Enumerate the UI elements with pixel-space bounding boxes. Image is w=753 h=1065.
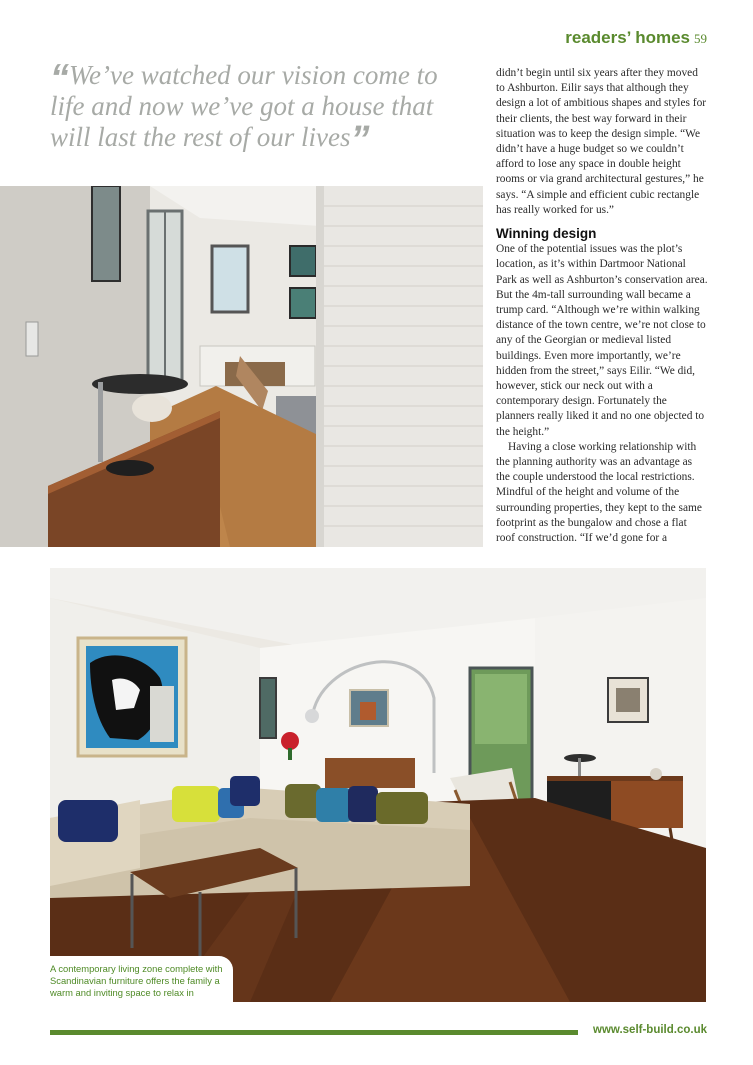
section-label: readers’ homes (565, 28, 690, 47)
close-quote-mark: ” (350, 119, 370, 161)
body-column-right (496, 66, 708, 546)
pull-quote-text: We’ve watched our vision come to life and now we’ve got a house that will last the rest of our lives (50, 60, 438, 152)
body-paragraph: didn’t begin until six years after they moved to Ashburton. Eilir says that although they design a lot of ambitious shapes and styles for their clients, the best way forward in their situation was to keep the design simple. “We didn’t have a huge budget so we couldn’t afford to lose any space in double height rooms or via grand architectural gestures,” he says. “A simple and efficient cubic rectangle has really worked for us.” (496, 67, 707, 216)
subheading: Winning design (496, 226, 597, 242)
footer-rule (50, 1030, 578, 1035)
pull-quote (50, 57, 470, 161)
body-paragraph: Having a close working relationship with the planning authority was an advantage as the couple understood the local restrictions. Mindful of the height and volume of the surrounding properties, they kept to the same footprint as the bungalow and chose a flat roof construction. “If we’d gone for a (496, 440, 702, 545)
page-header (565, 28, 707, 48)
hallway-photo (0, 186, 483, 547)
page-number: 59 (694, 31, 707, 46)
body-paragraph: One of the potential issues was the plot’s location, as it’s within Dartmoor National Park as well as Ashburton’s conservation area. But the 4m-tall surrounding wall became a trump card. “Although we’re within walking distance of the town centre, we’re not close to any of the Georgian or medieval listed buildings. Even more importantly, we’re hidden from the street,” says Eilir. “We did, however, stick our neck out with a contemporary design. Fortunately the planners really liked it and no one objected to the height.” (496, 243, 708, 438)
hallway-illustration (0, 186, 483, 547)
living-room-illustration (50, 568, 706, 1002)
open-quote-mark: “ (50, 57, 69, 99)
photo-caption: A contemporary living zone complete with Scandinavian furniture offers the family a warm and inviting space to relax in (50, 963, 223, 998)
footer-url: www.self-build.co.uk (593, 1024, 707, 1036)
living-room-photo (50, 568, 706, 1002)
